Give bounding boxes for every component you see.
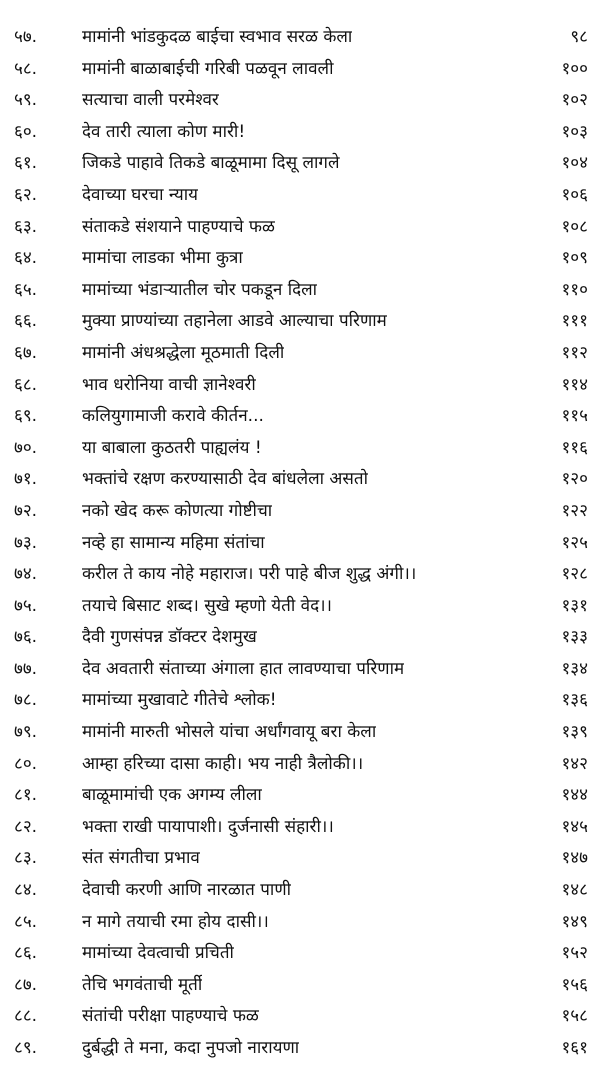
toc-entry — [0, 85, 600, 117]
page-number: १३३ — [561, 627, 588, 648]
page-number: १५२ — [561, 943, 588, 964]
toc-entry — [0, 401, 600, 433]
chapter-title: संताकडे संशयाने पाहण्याचे फळ — [82, 216, 275, 237]
chapter-title: तेचि भगवंताची मूर्ती — [82, 974, 203, 995]
page-number: १५८ — [561, 1006, 588, 1027]
chapter-title: आम्हा हरिच्या दासा काही। भय नाही त्रैलोकी।। — [82, 753, 364, 774]
toc-entry — [0, 180, 600, 212]
chapter-number: ८८. — [14, 1006, 38, 1027]
toc-entry — [0, 780, 600, 812]
page-number: १०६ — [561, 184, 588, 205]
chapter-number: ६३. — [14, 216, 38, 237]
page-number: १०३ — [561, 121, 588, 142]
chapter-title: मुक्या प्राण्यांच्या तहानेला आडवे आल्याचा परिणाम — [82, 311, 387, 332]
page-number: १२५ — [561, 532, 588, 553]
page-number: १३४ — [561, 658, 588, 679]
chapter-title: मामांच्या देवत्वाची प्रचिती — [82, 943, 234, 964]
chapter-number: ८४. — [14, 880, 38, 901]
page-number: १६१ — [561, 1038, 588, 1058]
page-number: ११० — [561, 279, 588, 300]
chapter-number: ७२. — [14, 500, 38, 521]
toc-entry — [0, 22, 600, 54]
chapter-title: मामांनी अंधश्रद्धेला मूठमाती दिली — [82, 342, 285, 363]
toc-entry — [0, 749, 600, 781]
chapter-number: ७५. — [14, 595, 38, 616]
page-number: १४७ — [561, 848, 588, 869]
toc-entry — [0, 496, 600, 528]
chapter-number: ७१. — [14, 469, 38, 490]
toc-entry — [0, 1001, 600, 1033]
chapter-number: ५९. — [14, 90, 38, 111]
toc-entry — [0, 243, 600, 275]
chapter-title: या बाबाला कुठतरी पाह्यलंय ! — [82, 437, 262, 458]
toc-entry — [0, 212, 600, 244]
toc-entry — [0, 148, 600, 180]
page-number: १०० — [561, 58, 588, 79]
chapter-number: ७७. — [14, 658, 38, 679]
chapter-title: सत्याचा वाली परमेश्वर — [82, 90, 219, 111]
chapter-title: दुर्बद्धी ते मना, कदा नुपजो नारायणा — [82, 1038, 300, 1058]
chapter-title: नको खेद करू कोणत्या गोष्टीचा — [82, 500, 273, 521]
page-number: १४९ — [561, 911, 588, 932]
chapter-number: ७६. — [14, 627, 38, 648]
chapter-number: ८१. — [14, 785, 38, 806]
chapter-number: ७०. — [14, 437, 38, 458]
page-number: १४५ — [561, 816, 588, 837]
page-number: १४४ — [561, 785, 588, 806]
chapter-title: मामांनी भांडकुदळ बाईचा स्वभाव सरळ केला — [82, 27, 353, 47]
chapter-number: ८७. — [14, 974, 38, 995]
chapter-title: मामांच्या भंडाऱ्यातील चोर पकडून दिला — [82, 279, 318, 300]
chapter-title: जिकडे पाहावे तिकडे बाळूमामा दिसू लागले — [82, 153, 340, 174]
chapter-number: ६९. — [14, 406, 38, 427]
toc-entry — [0, 685, 600, 717]
toc-entry — [0, 907, 600, 939]
chapter-title: मामांच्या मुखावाटे गीतेचे श्लोक! — [82, 690, 277, 711]
page-number: ११४ — [561, 374, 588, 395]
chapter-number: ६४. — [14, 248, 38, 269]
page-number: ११५ — [561, 406, 588, 427]
page-number: १४८ — [561, 880, 588, 901]
chapter-number: ८०. — [14, 753, 38, 774]
toc-entry — [0, 843, 600, 875]
toc-entry — [0, 654, 600, 686]
page-number: १०२ — [561, 90, 588, 111]
toc-entry — [0, 370, 600, 402]
chapter-number: ६०. — [14, 121, 38, 142]
toc-entry — [0, 117, 600, 149]
toc-entry — [0, 338, 600, 370]
chapter-number: ८२. — [14, 816, 38, 837]
chapter-title: बाळूमामांची एक अगम्य लीला — [82, 785, 262, 806]
chapter-title: भक्ता राखी पायापाशी। दुर्जनासी संहारी।। — [82, 816, 334, 837]
toc-entry — [0, 970, 600, 1002]
page-number: १२० — [561, 469, 588, 490]
toc-entry — [0, 622, 600, 654]
chapter-number: ५७. — [14, 27, 38, 47]
toc-entry — [0, 275, 600, 307]
page-number: १०९ — [561, 248, 588, 269]
chapter-title: देव अवतारी संताच्या अंगाला हात लावण्याचा परिणाम — [82, 658, 405, 679]
chapter-title: भक्तांचे रक्षण करण्यासाठी देव बांधलेला असतो — [82, 469, 368, 490]
chapter-title: देवाची करणी आणि नारळात पाणी — [82, 880, 292, 901]
page-number: १०४ — [561, 153, 588, 174]
toc-entry — [0, 464, 600, 496]
toc-entry — [0, 306, 600, 338]
chapter-title: तयाचे बिसाट शब्द। सुखे म्हणो येती वेद।। — [82, 595, 333, 616]
toc-entry — [0, 54, 600, 86]
chapter-title: मामांचा लाडका भीमा कुत्रा — [82, 248, 243, 269]
chapter-number: ८५. — [14, 911, 38, 932]
chapter-title: संतांची परीक्षा पाहण्याचे फळ — [82, 1006, 259, 1027]
page-number: १२२ — [561, 500, 588, 521]
toc-entry — [0, 559, 600, 591]
chapter-title: दैवी गुणसंपन्न डॉक्टर देशमुख — [82, 627, 257, 648]
toc-entry — [0, 875, 600, 907]
chapter-number: ७३. — [14, 532, 38, 553]
chapter-title: संत संगतीचा प्रभाव — [82, 848, 200, 869]
chapter-title: न मागे तयाची रमा होय दासी।। — [82, 911, 269, 932]
page-number: १५६ — [561, 974, 588, 995]
chapter-number: ६८. — [14, 374, 38, 395]
chapter-number: ६२. — [14, 184, 38, 205]
chapter-number: ६१. — [14, 153, 38, 174]
chapter-number: ५८. — [14, 58, 38, 79]
chapter-title: नव्हे हा सामान्य महिमा संतांचा — [82, 532, 265, 553]
toc-entry — [0, 591, 600, 623]
chapter-number: ७४. — [14, 564, 38, 585]
toc-entry — [0, 717, 600, 749]
chapter-number: ७८. — [14, 690, 38, 711]
chapter-number: ८६. — [14, 943, 38, 964]
toc-entry — [0, 938, 600, 970]
chapter-number: ८३. — [14, 848, 38, 869]
chapter-title: कलियुगामाजी करावे कीर्तन... — [82, 406, 264, 427]
chapter-number: ६५. — [14, 279, 38, 300]
chapter-title: मामांनी मारुती भोसले यांचा अर्धांगवायू बरा केला — [82, 722, 377, 743]
chapter-number: ८९. — [14, 1038, 38, 1058]
page-number: १४२ — [561, 753, 588, 774]
chapter-title: देव तारी त्याला कोण मारी! — [82, 121, 246, 142]
page-number: ९८ — [570, 27, 588, 47]
toc-entry — [0, 812, 600, 844]
page-number: ११६ — [561, 437, 588, 458]
toc-entry — [0, 528, 600, 560]
chapter-title: करील ते काय नोहे महाराज। परी पाहे बीज शुद्ध अंगी।। — [82, 564, 417, 585]
page-number: १०८ — [561, 216, 588, 237]
toc-entry — [0, 1033, 600, 1065]
page-number: १३६ — [561, 690, 588, 711]
page-number: १३९ — [561, 722, 588, 743]
page-number: १२८ — [561, 564, 588, 585]
chapter-title: भाव धरोनिया वाची ज्ञानेश्वरी — [82, 374, 256, 395]
page-number: ११२ — [561, 342, 588, 363]
page-number: १११ — [561, 311, 588, 332]
toc-entry — [0, 433, 600, 465]
chapter-number: ७९. — [14, 722, 38, 743]
page-number: १३१ — [561, 595, 588, 616]
chapter-number: ६६. — [14, 311, 38, 332]
chapter-title: देवाच्या घरचा न्याय — [82, 184, 199, 205]
chapter-number: ६७. — [14, 342, 38, 363]
chapter-title: मामांनी बाळाबाईची गरिबी पळवून लावली — [82, 58, 334, 79]
